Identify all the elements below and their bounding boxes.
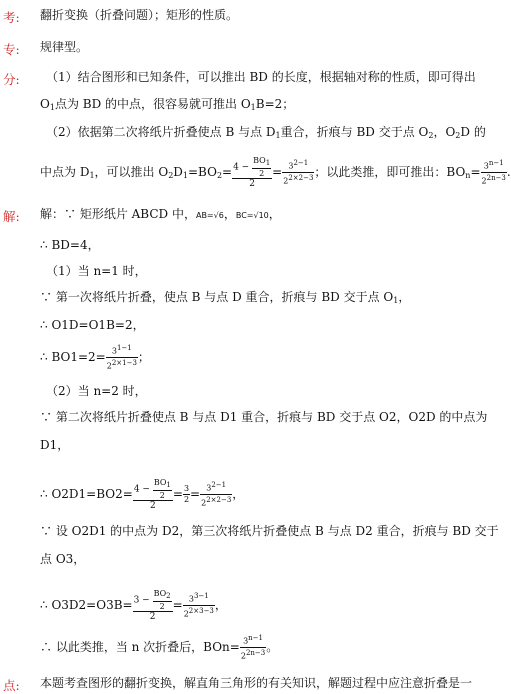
fenxi-p1-line-a: （1）结合图形和已知条件，可以推出 BD 的长度，根据轴对称的性质，即可得出 [46,70,476,84]
dianping-text: 本题考查图形的翻折变换，解直角三角形的有关知识，解题过程中应注意折叠是一 [40,676,473,690]
jieda-line-5: ∴ O1D=O1B=2， [40,318,145,332]
jieda-line-9: D1， [40,438,70,452]
kaodian-text: 翻折变换（折叠问题）；矩形的性质。 [40,8,239,22]
fenxi-p2-line-a: （2）依据第二次将纸片折叠使点 B 与点 $D_1$重合，折痕与 BD 交于点 $O_2$，$O_2D$ 的 [46,125,486,140]
jieda-line-8: ∵ 第二次将纸片折叠使点 B 与点 D1 重合，折痕与 BD 交于点 O2，O2D 的中点为 [40,410,488,424]
jieda-line-10: ∴ O2D1=BO2= 4 − $\frac{BO_1}{2}$ 2 = $\frac{3}{2}$ = $\frac{3^{2-1}}{2^{2\times 2-3}}$ ， [40,477,245,511]
jieda-line-1: 解：∵ 矩形纸片 ABCD 中，AB=√6，BC=√10， [40,207,281,221]
label-jie: 解: [3,209,20,224]
jieda-line-7: （2）当 n=2 时， [46,384,147,398]
label-fen: 分: [3,72,20,87]
fenxi-p2-line-b: 中点为 $D_1$，可以推出 $O_2D_1=BO_2=$ 4 − $\frac{BO_1}{2}$ 2 = $\frac{3^{2-1}}{2^{2\times 2-3}}$ ；以此类推，即可推出：$BO_n=$ $\frac{3^{n-1}}{2^{2n-3}}$ . [40,156,511,189]
jieda-line-2: ∴ BD=4， [40,238,100,252]
jieda-line-4: ∵ 第一次将纸片折叠，使点 B 与点 D 重合，折痕与 BD 交于点 $O_1$， [40,290,411,305]
jieda-line-12: 点 O3， [40,552,86,566]
zhuanti-text: 规律型。 [40,40,89,54]
label-dian: 点: [3,678,20,693]
jieda-line-3: （1）当 n=1 时， [46,264,147,278]
jieda-line-13: ∴ O3D2=O3B= 3 − $\frac{BO_2}{2}$ 2 = $\frac{3^{3-1}}{2^{2\times 3-3}}$ ， [40,588,227,622]
label-kao: 考: [3,10,20,25]
label-zhuan: 专: [3,42,20,57]
fenxi-p1-line-b: $O_1$点为 BD 的中点，很容易就可推出 $O_1B=2$； [40,97,295,112]
fraction-power: $\frac{3^{2-1}}{2^{2\times 2-3}}$ [283,159,314,186]
jieda-line-11: ∵ 设 O2D1 的中点为 D2，第三次将纸片折叠使点 B 与点 D2 重合，折痕与 BD 交于 [40,524,499,538]
jieda-line-6: ∴ BO1=2= $\frac{3^{1-1}}{2^{2\times 1-3}}$ ； [40,344,150,371]
fraction-nested: 4 − $\frac{BO_1}{2}$ 2 [233,156,271,189]
jieda-line-14: ∴ 以此类推，当 n 次折叠后，BOn= $\frac{3^{n-1}}{2^{2n-3}}$ 。 [40,634,279,661]
fraction-general: $\frac{3^{n-1}}{2^{2n-3}}$ [481,159,506,186]
